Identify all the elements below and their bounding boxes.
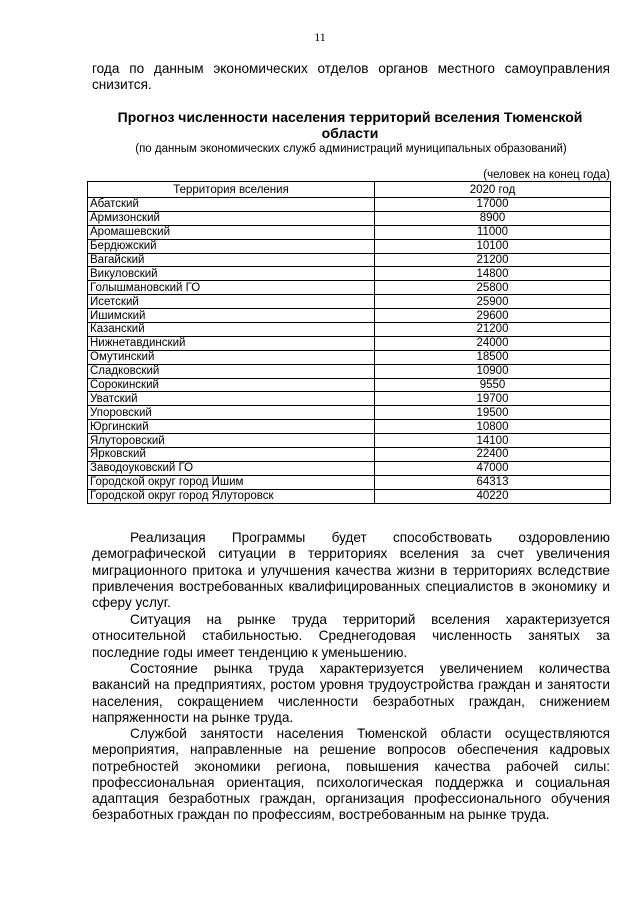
paragraph-labor-situation: Ситуация на рынке труда территорий вселения характеризуется относительной стабильностью. Среднегодовая численность занятых за последние годы имеет тенденцию к уменьшению. (92, 612, 610, 660)
table-row (88, 475, 611, 489)
territory-name: Юргинский (88, 420, 375, 434)
territory-name: Ярковский (88, 448, 375, 462)
table-row (88, 211, 611, 225)
table-title: Прогноз численности населения территорий вселения Тюменской области (117, 109, 583, 141)
table-row (88, 225, 611, 239)
territory-name: Сладковский (88, 364, 375, 378)
column-header-year: 2020 год (375, 182, 611, 198)
territory-name: Викуловский (88, 267, 375, 281)
paragraph-employment-service: Службой занятости населения Тюменской области осуществляются мероприятия, направленные на решение вопросов обеспечения кадровых потребностей экономики региона, повышения качества рабочей силы: профессиональная ориентация, психологическая поддержка и социальная адаптация безработных граждан, организация профессионального обучения безработных граждан по профессиям, востребованным на рынке труда. (92, 726, 610, 823)
territory-name: Уватский (88, 392, 375, 406)
table-row (88, 489, 611, 503)
table-row (88, 448, 611, 462)
population-value: 21200 (375, 253, 611, 267)
table-row (88, 420, 611, 434)
table-row (88, 253, 611, 267)
table-row (88, 406, 611, 420)
population-value: 10900 (375, 364, 611, 378)
table-unit-note: (человек на конец года) (483, 169, 610, 181)
population-value: 40220 (375, 489, 611, 503)
population-value: 11000 (375, 225, 611, 239)
territory-name: Казанский (88, 323, 375, 337)
territory-name: Абатский (88, 198, 375, 212)
population-value: 18500 (375, 350, 611, 364)
territory-name: Упоровский (88, 406, 375, 420)
table-body (88, 198, 611, 504)
population-table (87, 181, 611, 504)
table-row (88, 281, 611, 295)
population-value: 10800 (375, 420, 611, 434)
territory-name: Армизонский (88, 211, 375, 225)
population-value: 14100 (375, 434, 611, 448)
population-value: 9550 (375, 378, 611, 392)
territory-name: Аромашевский (88, 225, 375, 239)
population-value: 25900 (375, 295, 611, 309)
table-row (88, 239, 611, 253)
territory-name: Сорокинский (88, 378, 375, 392)
population-value: 14800 (375, 267, 611, 281)
table-row (88, 350, 611, 364)
territory-name: Ишимский (88, 309, 375, 323)
territory-name: Бердюжский (88, 239, 375, 253)
territory-name: Городской округ город Ишим (88, 475, 375, 489)
territory-name: Нижнетавдинский (88, 336, 375, 350)
table-subtitle: (по данным экономических служб администраций муниципальных образований) (135, 143, 567, 155)
territory-name: Омутинский (88, 350, 375, 364)
population-value: 24000 (375, 336, 611, 350)
population-value: 19500 (375, 406, 611, 420)
column-header-territory: Территория вселения (88, 182, 375, 198)
population-value: 8900 (375, 211, 611, 225)
population-value: 10100 (375, 239, 611, 253)
territory-name: Городской округ город Ялуторовск (88, 489, 375, 503)
population-value: 47000 (375, 461, 611, 475)
table-row (88, 434, 611, 448)
population-value: 21200 (375, 323, 611, 337)
territory-name: Ялуторовский (88, 434, 375, 448)
table-row (88, 295, 611, 309)
table-row (88, 267, 611, 281)
table-header-row (88, 182, 611, 198)
population-value: 25800 (375, 281, 611, 295)
table-row (88, 364, 611, 378)
table-row (88, 323, 611, 337)
territory-name: Исетский (88, 295, 375, 309)
intro-paragraph: года по данным экономических отделов органов местного самоуправления снизится. (92, 61, 610, 93)
population-value: 64313 (375, 475, 611, 489)
paragraph-labor-state: Состояние рынка труда характеризуется увеличением количества вакансий на предприятиях, ростом уровня трудоустройства граждан и занятости населения, сокращением численности безработных граждан, снижением напряженности на рынке труда. (92, 661, 610, 725)
population-value: 29600 (375, 309, 611, 323)
page-number: 11 (314, 30, 326, 44)
territory-name: Заводоуковский ГО (88, 461, 375, 475)
table-row (88, 461, 611, 475)
population-value: 22400 (375, 448, 611, 462)
population-value: 19700 (375, 392, 611, 406)
table-row (88, 378, 611, 392)
territory-name: Голышмановский ГО (88, 281, 375, 295)
table-row (88, 392, 611, 406)
table-row (88, 336, 611, 350)
territory-name: Вагайский (88, 253, 375, 267)
population-value: 17000 (375, 198, 611, 212)
paragraph-program: Реализация Программы будет способствовать оздоровлению демографической ситуации в территориях вселения за счет увеличения миграционного притока и улучшения качества жизни в территориях вследствие привлечения востребованных квалифицированных специалистов в экономику и сферу услуг. (92, 530, 610, 611)
table-row (88, 198, 611, 212)
table-row (88, 309, 611, 323)
